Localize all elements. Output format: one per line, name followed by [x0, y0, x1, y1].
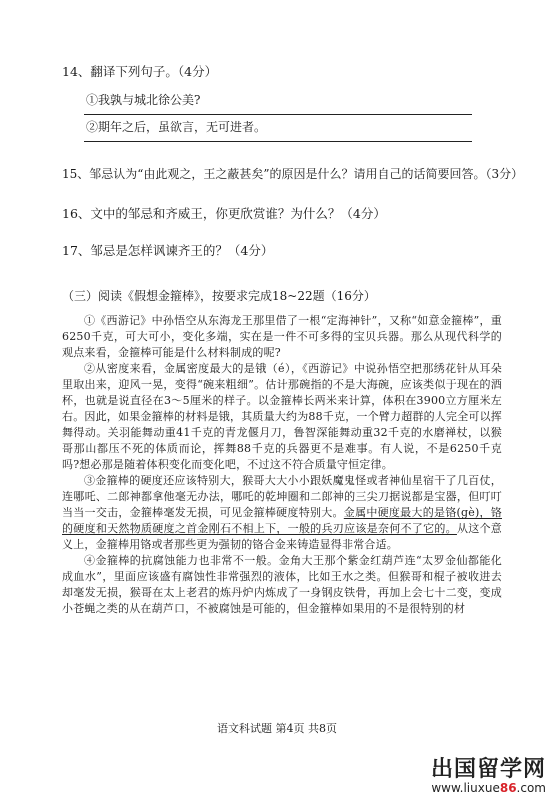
paragraph-3-text-a: ③金箍棒的硬度还应该特别大，猴哥大大小小跟妖魔鬼怪或者神仙星宿干了几百仗，连哪吒、二郎神都拿他毫无办法，哪吒的乾坤圈和二郎神的三尖刀据说都是宝器，但叮叮当当一交击，金箍棒毫发无损，可见金箍棒硬度特别大。 — [62, 474, 502, 519]
passage-paragraph-4: ④金箍棒的抗腐蚀能力也非常不一般。金角大王那个紫金红葫芦连“太罗金仙都能化成血水”，里面应该盛有腐蚀性非常强烈的液体，比如王水之类。但猴哥和棍子被收进去却毫发无损，猴哥在太上老君的炼丹炉内炼成了一身钢皮铁骨，再加上会七十二变，变成小苍蝇之类的从在葫芦口，不被腐蚀是可能的，但金箍棒如果用的不是很特别的材 — [62, 554, 502, 615]
section-title: （三）阅读《假想金箍棒》，按要求完成18~22题（16分） — [62, 289, 376, 303]
watermark-logo — [431, 752, 546, 795]
question-14-item-2: ②期年之后，虽欲言，无可进者。 — [86, 120, 267, 134]
watermark-url: www.liuxue86.com — [431, 781, 546, 795]
answer-line-2 — [84, 141, 472, 142]
passage-paragraph-1: ①《西游记》中孙悟空从东海龙王那里借了一根“定海神针”，又称“如意金箍棒”，重6250千克，可大可小，变化多端，实在是一件不可多得的宝贝兵器。那么从现代科学的观点来看，金箍棒可能是什么材料制成的呢? — [62, 314, 502, 359]
question-15: 15、邹忌认为“由此观之，王之蔽甚矣”的原因是什么？请用自己的话简要回答。（3分） — [62, 167, 524, 181]
page-footer: 语文科试题 第4页 共8页 — [217, 722, 337, 735]
passage-paragraph-3 — [62, 473, 502, 553]
paragraph-3-text-b: 从这个意义上，金箍棒用铬或者那些更为强韧的铬合金来铸造显得非常合适。 — [62, 522, 502, 551]
question-17: 17、邹忌是怎样讽谏齐王的？（4分） — [62, 243, 274, 258]
watermark-name: 出国留学网 — [430, 757, 546, 782]
underlined-sentence: 金属中硬度最大的是铬(gè)，铬的硬度和天然物质硬度之首金刚石不相上下，一般的兵刃应该是奈何不了它的。 — [62, 506, 502, 535]
passage — [62, 313, 502, 617]
answer-line-1 — [84, 114, 472, 115]
passage-paragraph-2: ②从密度来看，金属密度最大的是锇（é），《西游记》中说孙悟空把那绣花针从耳朵里取出来，迎风一晃，变得“碗来粗细”。估计那碗指的不是大海碗，应该类似于现在的酒杯，也就是说直径在3～5厘米的样子。以金箍棒长两米来计算，体积在3900立方厘米左右。因此，如果金箍棒的材料是锇，其质量大约为88千克，一个臂力超群的人完全可以挥舞得动。关羽能舞动重41千克的青龙偃月刀，鲁智深能舞动重32千克的水磨禅杖，以猴哥那山都压不死的体质而论，挥舞88千克的兵器更不是难事。有人说，不是6250千克吗?想必那是随着体积变化而变化吧，不过这不符合质量守恒定律。 — [62, 362, 502, 471]
question-14: 14、翻译下列句子。（4分） — [62, 64, 218, 79]
question-16: 16、文中的邹忌和齐威王，你更欣赏谁？为什么？（4分） — [62, 206, 386, 221]
question-14-item-1: ①我孰与城北徐公美? — [86, 93, 201, 107]
